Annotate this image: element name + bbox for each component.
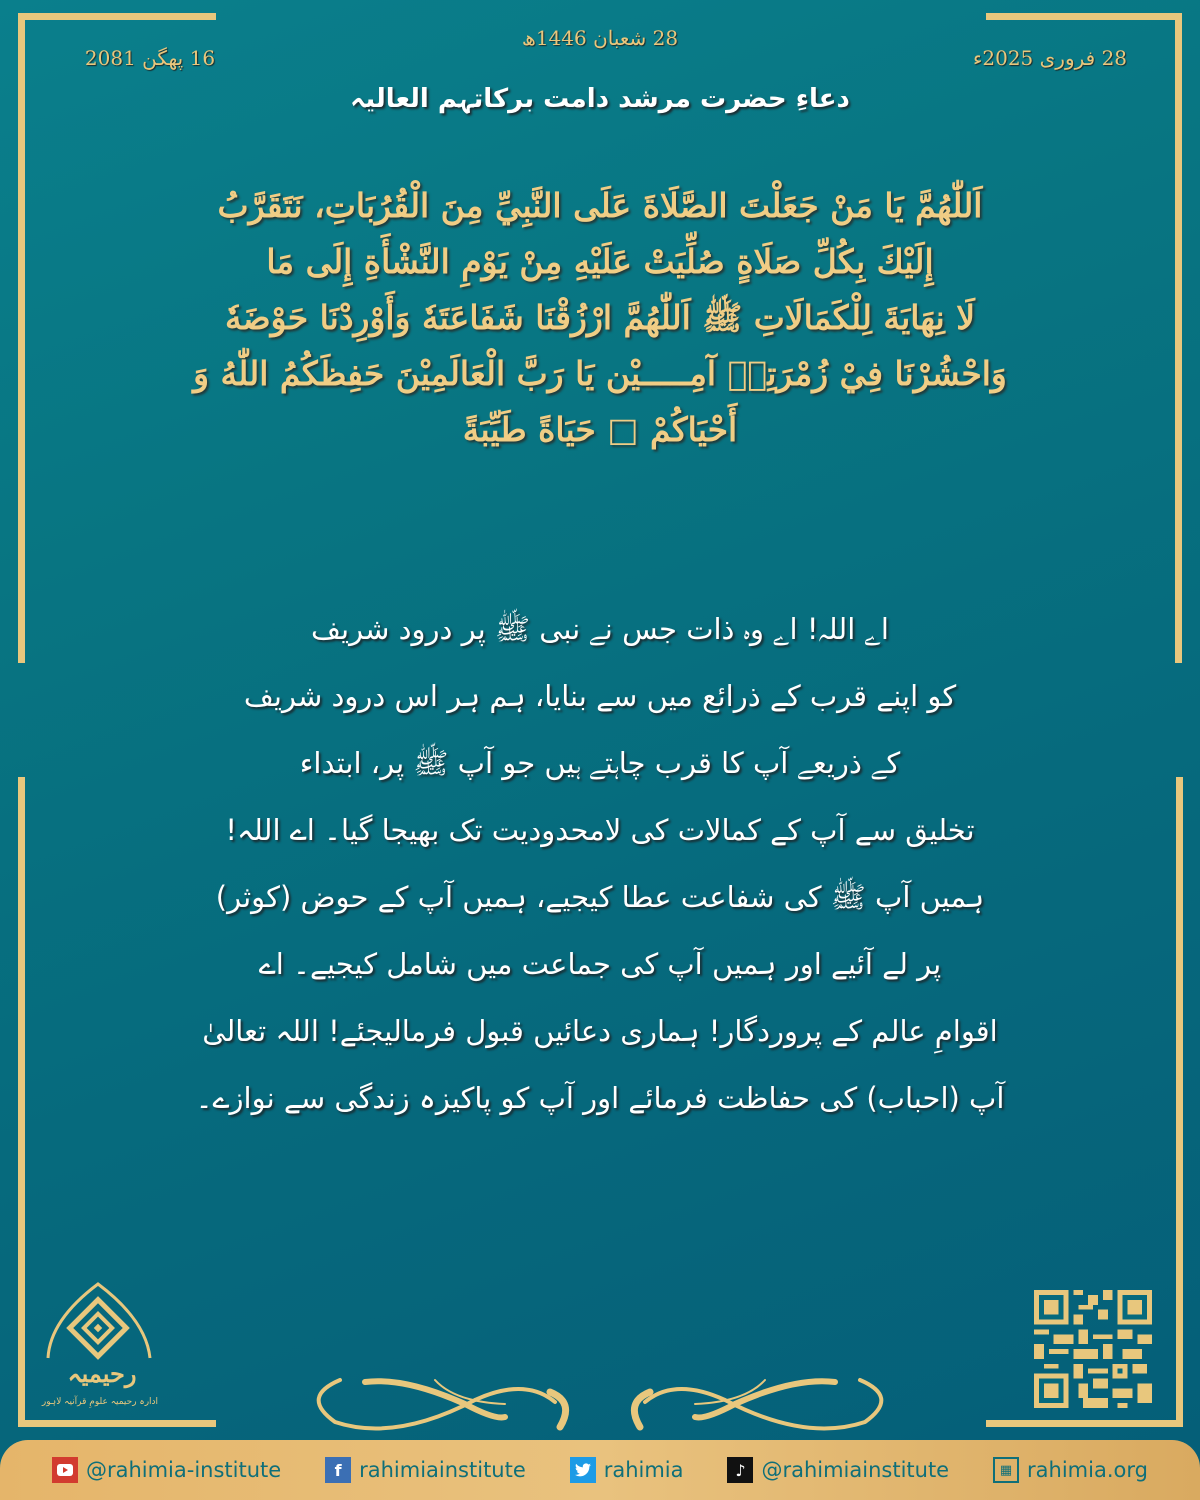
youtube-handle: @rahimia-institute xyxy=(85,1458,282,1482)
twitter-link[interactable] xyxy=(570,1457,684,1483)
website-url: rahimia.org xyxy=(1027,1458,1148,1482)
svg-text:رحیمیہ: رحیمیہ xyxy=(67,1359,137,1388)
facebook-link[interactable] xyxy=(325,1457,526,1483)
frame-top-right-h xyxy=(986,13,1182,20)
urdu-line: پر لے آئیے اور ہمیں آپ کی جماعت میں شامل کیجیے۔ اے xyxy=(258,947,942,981)
arabic-line: اَللّٰهُمَّ يَا مَنْ جَعَلْتَ الصَّلَاةَ عَلَى النَّبِيِّ مِنَ الْقُرُبَاتِ، نَتَقَرَّبُ xyxy=(217,186,983,225)
web-logo-icon: ▦ xyxy=(993,1457,1019,1483)
website-link[interactable] xyxy=(993,1457,1148,1483)
urdu-line: کے ذریعے آپ کا قرب چاہتے ہیں جو آپ ﷺ پر، ابتداء xyxy=(299,746,901,780)
frame-top-left-h xyxy=(18,13,216,20)
youtube-icon xyxy=(52,1457,78,1483)
qr-code-icon xyxy=(1033,1290,1153,1408)
urdu-line: کو اپنے قرب کے ذرائع میں سے بنایا، ہم ہر اس درود شریف xyxy=(243,679,957,713)
frame-bottom-right-v xyxy=(1176,777,1183,1427)
facebook-icon: f xyxy=(325,1457,351,1483)
svg-text:ادارہ رحیمیہ علومِ قرآنیہ لاہو: ادارہ رحیمیہ علومِ قرآنیہ لاہور xyxy=(41,1397,159,1407)
page-title: دعاءِ حضرت مرشد دامت برکاتہم العالیہ xyxy=(350,84,850,114)
frame-bottom-right-h xyxy=(986,1420,1183,1427)
hijri-date: 28 شعبان 1446ھ xyxy=(521,26,679,50)
qr-code[interactable] xyxy=(1033,1290,1153,1408)
urdu-line: ہمیں آپ ﷺ کی شفاعت عطا کیجیے، ہمیں آپ کے حوض (کوثر) xyxy=(215,880,985,914)
urdu-line: اقوامِ عالم کے پروردگار! ہماری دعائیں قبول فرمالیجئے! اللہ تعالیٰ xyxy=(202,1014,998,1048)
rahimia-logo xyxy=(40,1280,170,1420)
arabic-dua xyxy=(150,178,1050,458)
social-footer xyxy=(0,1440,1200,1500)
frame-bottom-left-v xyxy=(18,777,25,1427)
tiktok-handle: @rahimiainstitute xyxy=(761,1458,950,1482)
decorative-flourish xyxy=(305,1372,895,1434)
tiktok-icon: ♪ xyxy=(727,1457,753,1483)
arabic-line: وَاحْشُرْنَا فِيْ زُمْرَتِهٖ آمِـــــيْن يَا رَبَّ الْعَالَمِيْنَ حَفِظَكُمُ اللّٰهُ وَ xyxy=(193,354,1007,393)
urdu-line: تخلیق سے آپ کے کمالات کی لامحدودیت تک بھیجا گیا۔ اے اللہ! xyxy=(225,813,975,847)
urdu-translation xyxy=(150,596,1050,1132)
arabic-line: أَحْيَاكُمْ □ حَيَاةً طَيِّبَةً xyxy=(462,410,738,449)
arabic-line: لَا نِهَايَةَ لِلْكَمَالَاتِ ﷺ اَللّٰهُمَّ ارْزُقْنَا شَفَاعَتَهٗ وَأَوْرِدْنَا حَوْضَهٗ xyxy=(224,298,976,337)
youtube-link[interactable] xyxy=(52,1457,281,1483)
dome-knot-icon xyxy=(40,1280,170,1420)
bikrami-date: 16 پھگن 2081 xyxy=(84,46,216,70)
frame-bottom-left-h xyxy=(18,1420,216,1427)
tiktok-link[interactable] xyxy=(727,1457,949,1483)
facebook-handle: rahimiainstitute xyxy=(359,1458,526,1482)
gregorian-date: 28 فروری 2025ء xyxy=(972,46,1128,70)
urdu-line: آپ (احباب) کی حفاظت فرمائے اور آپ کو پاکیزہ زندگی سے نوازے۔ xyxy=(195,1081,1005,1115)
twitter-icon xyxy=(570,1457,596,1483)
urdu-line: اے اللہ! اے وہ ذات جس نے نبی ﷺ پر درود شریف xyxy=(311,612,889,646)
twitter-handle: rahimia xyxy=(603,1458,684,1482)
arabic-line: إِلَيْكَ بِكُلِّ صَلَاةٍ صُلِّيَتْ عَلَيْهِ مِنْ يَوْمِ النَّشْأَةِ إِلَى مَا xyxy=(266,242,934,281)
